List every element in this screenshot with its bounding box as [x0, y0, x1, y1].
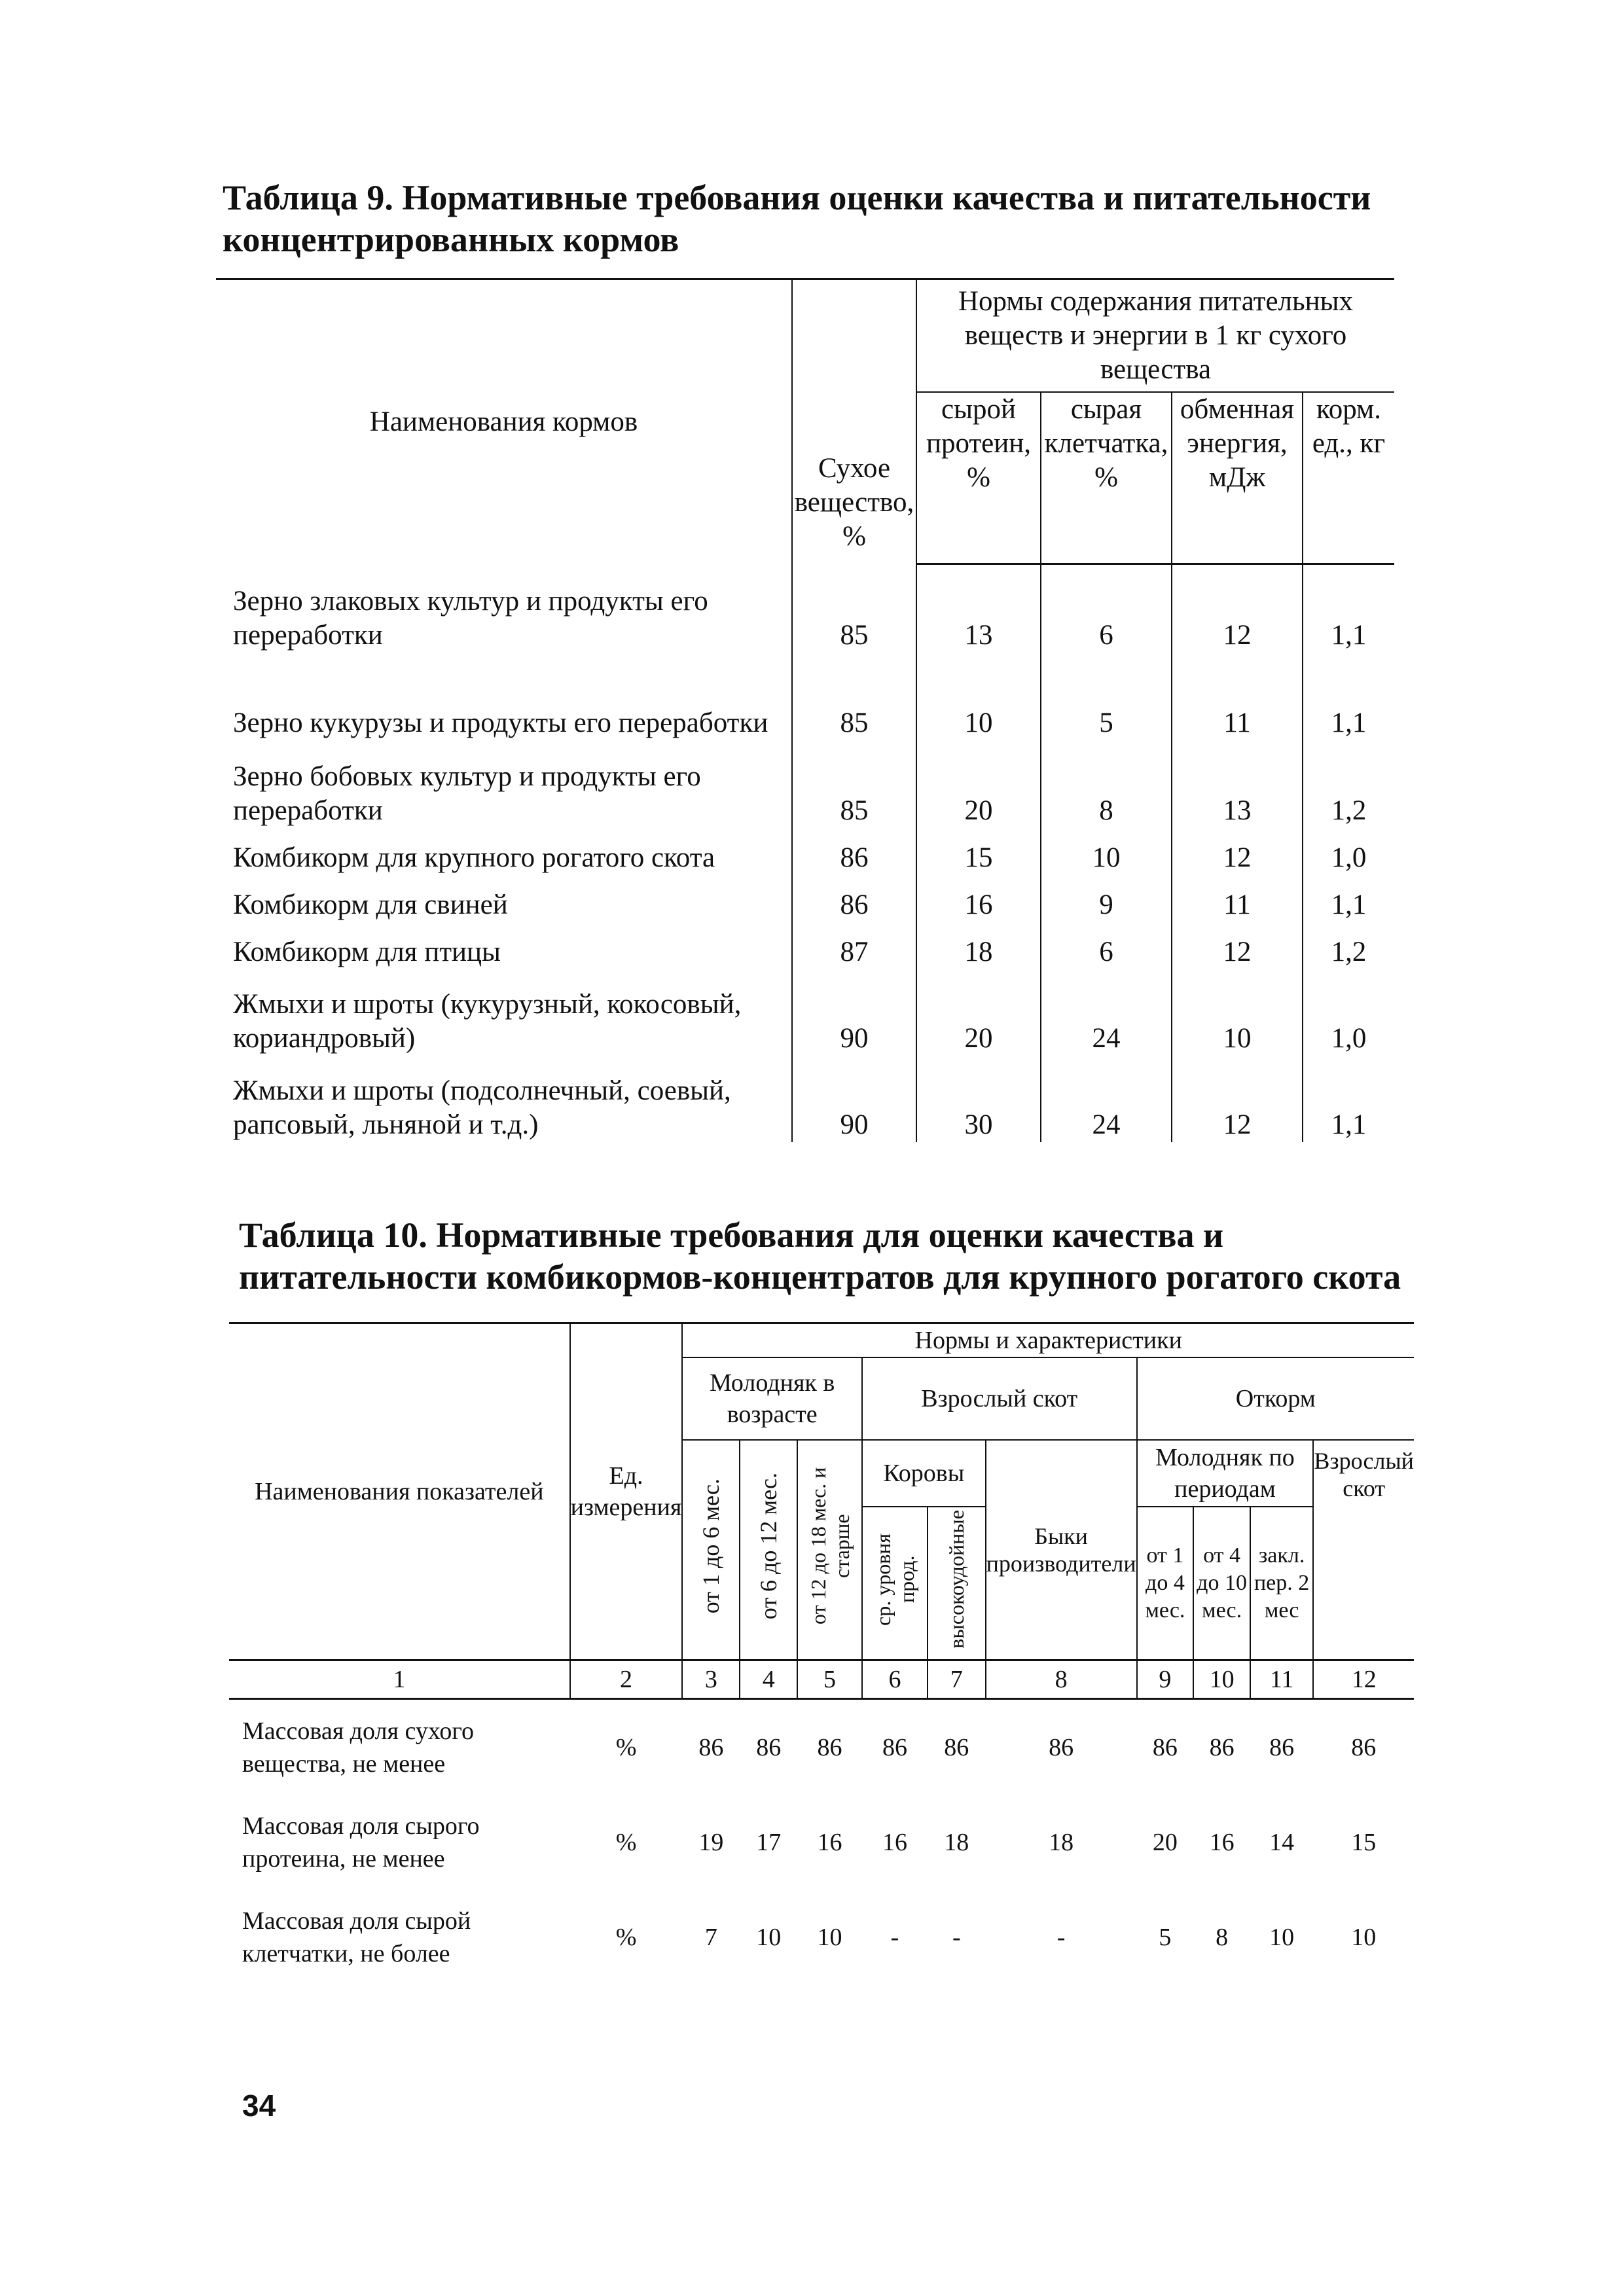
feed-name: Жмыхи и шроты (подсолнечный, соевый, рапсовый, льняной и т.д.) — [233, 1075, 731, 1140]
col-number: 7 — [928, 1660, 986, 1699]
norm-value: 18 — [944, 1828, 969, 1856]
norm-value: 86 — [756, 1733, 782, 1761]
col-number: 8 — [986, 1660, 1137, 1699]
protein-value: 30 — [916, 1056, 1041, 1142]
fiber-value: 24 — [1041, 1056, 1172, 1142]
feed-units-value: 1,2 — [1303, 922, 1394, 969]
norm-value: 86 — [1049, 1733, 1074, 1761]
norm-value: 10 — [1351, 1923, 1377, 1951]
table9-caption: Таблица 9. Нормативные требования оценки качества и питательности концентрированных кормов — [223, 178, 1371, 259]
table10 — [229, 1322, 1414, 1984]
col-number: 12 — [1313, 1660, 1414, 1699]
feed-name: Комбикорм для крупного рогатого скота — [233, 842, 715, 873]
table10-header-fattening: Откорм — [1137, 1357, 1414, 1440]
norm-value: 16 — [882, 1828, 907, 1856]
norm-value: 10 — [1269, 1923, 1295, 1951]
table-row — [216, 969, 1394, 1056]
fiber-value: 8 — [1041, 740, 1172, 828]
col-number: 1 — [229, 1660, 570, 1699]
fiber-value: 24 — [1041, 969, 1172, 1056]
table-row — [216, 828, 1394, 875]
col-number: 9 — [1137, 1660, 1194, 1699]
table10-caption: Таблица 10. Нормативные требования для оценки качества и питательности комбикормов-концентратов для крупного рогатого скота — [239, 1215, 1401, 1297]
table-row — [229, 1795, 1414, 1890]
norm-value: - — [952, 1923, 961, 1951]
cows-high-label: высокоудойные — [945, 1510, 969, 1649]
norm-value: 86 — [1209, 1733, 1235, 1761]
table10-header-cows-mid — [862, 1507, 928, 1660]
table-row — [229, 1890, 1414, 1984]
table10-header-age-6-12 — [740, 1440, 797, 1660]
feed-name: Зерно злаковых культур и продукты его переработки — [233, 585, 708, 651]
unit-value: % — [615, 1923, 637, 1951]
feed-name: Жмыхи и шроты (кукурузный, кокосовый, кориандровый) — [233, 988, 742, 1054]
col-number: 10 — [1193, 1660, 1250, 1699]
norm-value: 14 — [1269, 1828, 1295, 1856]
table9-header-name: Наименования кормов — [216, 279, 792, 564]
fiber-value: 10 — [1041, 828, 1172, 875]
fiber-value: 9 — [1041, 875, 1172, 922]
cows-mid-label: ср. уровня прод. — [871, 1533, 918, 1626]
age-1-6-label: от 1 до 6 мес. — [698, 1478, 725, 1614]
feed-units-value: 1,1 — [1303, 653, 1394, 740]
norm-value: 86 — [1152, 1733, 1178, 1761]
feed-name: Комбикорм для свиней — [233, 889, 508, 920]
table10-header-age-1-6 — [682, 1440, 740, 1660]
table9-header-group: Нормы содержания питательных веществ и энергии в 1 кг сухого вещества — [916, 279, 1394, 393]
table-row — [216, 740, 1394, 828]
col-number: 11 — [1250, 1660, 1313, 1699]
norm-value: 10 — [756, 1923, 782, 1951]
col-number: 3 — [682, 1660, 740, 1699]
col-number: 5 — [797, 1660, 862, 1699]
indicator-name: Массовая доля сырого протеина, не менее — [242, 1812, 480, 1873]
table9-header-fiber: сырая клетчатка, % — [1041, 392, 1172, 564]
indicator-name: Массовая доля сырой клетчатки, не более — [242, 1907, 471, 1967]
norm-value: 16 — [1209, 1828, 1235, 1856]
feed-units-value: 1,2 — [1303, 740, 1394, 828]
protein-value: 20 — [916, 969, 1041, 1056]
feed-units-value: 1,0 — [1303, 969, 1394, 1056]
norm-value: 18 — [1049, 1828, 1074, 1856]
fiber-value: 6 — [1041, 922, 1172, 969]
norm-value: 86 — [817, 1733, 842, 1761]
table-row — [229, 1699, 1414, 1795]
table10-header-name: Наименования показателей — [229, 1323, 570, 1660]
unit-value: % — [615, 1733, 637, 1761]
norm-value: 86 — [944, 1733, 969, 1761]
energy-value: 12 — [1172, 828, 1303, 875]
table9 — [216, 278, 1394, 1142]
norm-value: 16 — [817, 1828, 842, 1856]
dry-matter-value: 85 — [792, 564, 916, 653]
protein-value: 20 — [916, 740, 1041, 828]
norm-value: 15 — [1351, 1828, 1377, 1856]
page-number: 34 — [242, 2089, 276, 2123]
col-number: 4 — [740, 1660, 797, 1699]
norm-value: 86 — [1351, 1733, 1377, 1761]
table10-header-unit: Ед. измерения — [570, 1323, 683, 1660]
feed-units-value: 1,0 — [1303, 828, 1394, 875]
table10-header-cows: Коровы — [862, 1440, 986, 1507]
table9-header-feed-units: корм. ед., кг — [1303, 392, 1394, 564]
table10-header-bulls: Быки производители — [986, 1440, 1137, 1660]
protein-value: 13 — [916, 564, 1041, 653]
norm-value: 19 — [698, 1828, 724, 1856]
energy-value: 10 — [1172, 969, 1303, 1056]
norm-value: 86 — [1269, 1733, 1295, 1761]
fiber-value: 6 — [1041, 564, 1172, 653]
energy-value: 13 — [1172, 740, 1303, 828]
protein-value: 18 — [916, 922, 1041, 969]
table9-header-energy: обменная энергия, мДж — [1172, 392, 1303, 564]
protein-value: 15 — [916, 828, 1041, 875]
age-6-12-label: от 6 до 12 мес. — [755, 1472, 782, 1620]
table10-header-p-4-10: от 4 до 10 мес. — [1193, 1507, 1250, 1660]
dry-matter-value: 85 — [792, 653, 916, 740]
norm-value: 5 — [1159, 1923, 1172, 1951]
norm-value: 7 — [704, 1923, 717, 1951]
table10-header-young-periods: Молодняк по периодам — [1137, 1440, 1314, 1507]
col-number: 6 — [862, 1660, 928, 1699]
column-numbers-row — [229, 1660, 1414, 1699]
col-number: 2 — [570, 1660, 683, 1699]
table9-header-protein: сырой протеин, % — [916, 392, 1041, 564]
dry-matter-value: 86 — [792, 828, 916, 875]
energy-value: 12 — [1172, 564, 1303, 653]
age-12-18-label: от 12 до 18 мес. и старше — [806, 1467, 854, 1625]
feed-units-value: 1,1 — [1303, 1056, 1394, 1142]
table10-header-cows-high — [928, 1507, 986, 1660]
dry-matter-value: 86 — [792, 875, 916, 922]
norm-value: 10 — [817, 1923, 842, 1951]
table-row — [216, 1056, 1394, 1142]
feed-units-value: 1,1 — [1303, 875, 1394, 922]
norm-value: 17 — [756, 1828, 782, 1856]
table10-header-age-12-18 — [797, 1440, 862, 1660]
norm-value: 20 — [1152, 1828, 1178, 1856]
energy-value: 12 — [1172, 1056, 1303, 1142]
table10-header-norms: Нормы и характеристики — [682, 1323, 1414, 1358]
table-row — [216, 564, 1394, 653]
feed-name: Зерно бобовых культур и продукты его переработки — [233, 761, 701, 826]
table10-header-adult-cattle: Взрослый скот — [1313, 1440, 1414, 1660]
protein-value: 10 — [916, 653, 1041, 740]
energy-value: 11 — [1172, 875, 1303, 922]
energy-value: 12 — [1172, 922, 1303, 969]
indicator-name: Массовая доля сухого вещества, не менее — [242, 1717, 475, 1778]
fiber-value: 5 — [1041, 653, 1172, 740]
norm-value: 86 — [882, 1733, 907, 1761]
table-row — [216, 653, 1394, 740]
table10-header-young: Молодняк в возрасте — [682, 1357, 862, 1440]
unit-value: % — [615, 1828, 637, 1856]
norm-value: - — [1056, 1923, 1066, 1951]
table10-header-adult: Взрослый скот — [862, 1357, 1137, 1440]
feed-name: Зерно кукурузы и продукты его переработки — [233, 707, 768, 738]
feed-units-value: 1,1 — [1303, 564, 1394, 653]
dry-matter-value: 90 — [792, 1056, 916, 1142]
table10-header-p-final: закл. пер. 2 мес — [1250, 1507, 1313, 1660]
norm-value: 86 — [698, 1733, 724, 1761]
feed-name: Комбикорм для птицы — [233, 936, 501, 967]
protein-value: 16 — [916, 875, 1041, 922]
table10-header-p-1-4: от 1 до 4 мес. — [1137, 1507, 1194, 1660]
table-row — [216, 922, 1394, 969]
energy-value: 11 — [1172, 653, 1303, 740]
norm-value: 8 — [1216, 1923, 1229, 1951]
dry-matter-value: 85 — [792, 740, 916, 828]
dry-matter-value: 90 — [792, 969, 916, 1056]
dry-matter-value: 87 — [792, 922, 916, 969]
table-row — [216, 875, 1394, 922]
table9-header-dry-matter: Сухое вещество, % — [792, 279, 916, 564]
norm-value: - — [890, 1923, 899, 1951]
